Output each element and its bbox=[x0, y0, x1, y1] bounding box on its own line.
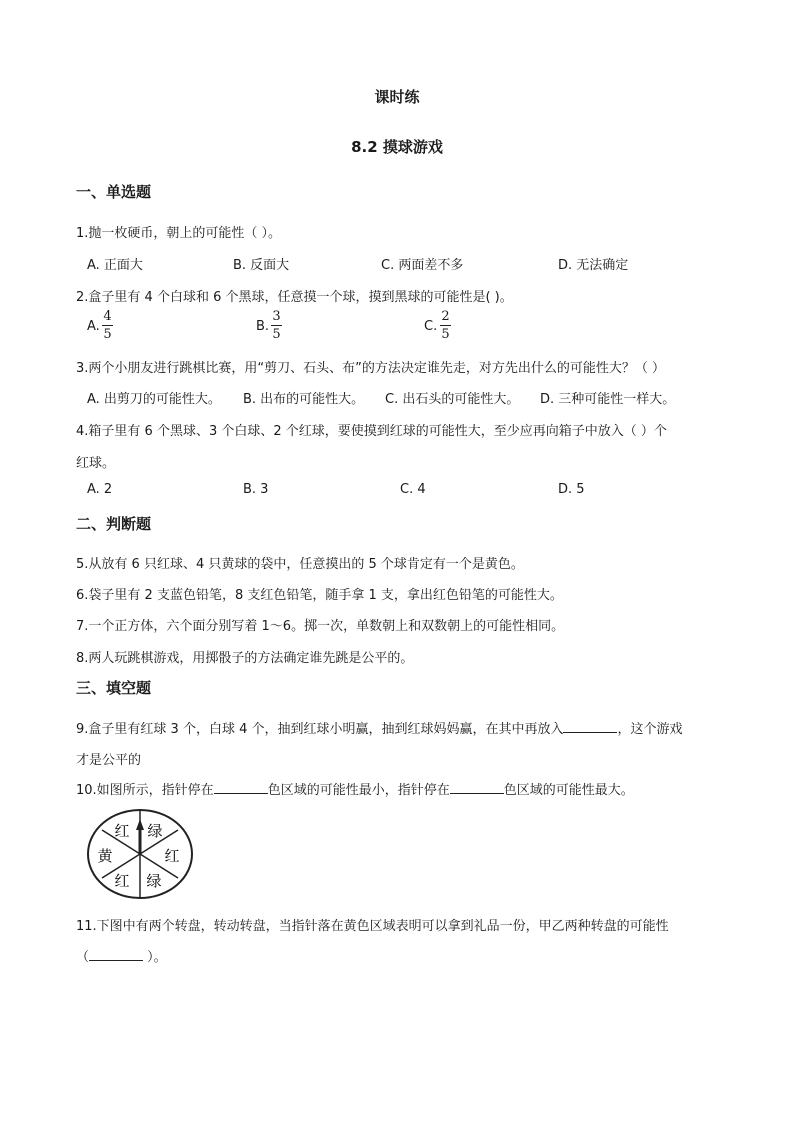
question-11-line-2 bbox=[76, 946, 167, 965]
fraction-bar bbox=[271, 325, 282, 326]
q10-text-part-1: 10.如图所示，指针停在 bbox=[76, 783, 214, 798]
q9-text-part-2: ，这个游戏 bbox=[617, 722, 683, 737]
q10-text-part-3: 色区域的可能性最大。 bbox=[503, 783, 634, 798]
question-8: 8.两人玩跳棋游戏，用掷骰子的方法确定谁先跳是公平的。 bbox=[76, 651, 414, 666]
question-4-line-1: 4.箱子里有 6 个黑球、3 个白球、2 个红球，要使摸到红球的可能性大，至少应再向箱子中放入（ ）个 bbox=[76, 424, 667, 439]
section-heading-single-choice: 一、单选题 bbox=[76, 183, 152, 201]
fraction-denominator: 5 bbox=[272, 327, 281, 342]
fraction-numerator: 3 bbox=[272, 309, 281, 324]
section-heading-true-false: 二、判断题 bbox=[76, 515, 152, 533]
q3-option-a[interactable]: A. 出剪刀的可能性大。 bbox=[87, 392, 221, 407]
q9-answer-blank[interactable] bbox=[563, 720, 617, 733]
wheel-label: 红 bbox=[164, 847, 180, 865]
question-3: 3.两个小朋友进行跳棋比赛，用“剪刀、石头、布”的方法决定谁先走，对方先出什么的可能性大？（ ） bbox=[76, 361, 666, 376]
question-7: 7.一个正方体，六个面分别写着 1～6。掷一次，单数朝上和双数朝上的可能性相同。 bbox=[76, 619, 565, 634]
q3-option-d[interactable]: D. 三种可能性一样大。 bbox=[540, 392, 676, 407]
q1-option-b[interactable]: B. 反面大 bbox=[233, 258, 290, 273]
q2-option-b-fraction bbox=[271, 309, 282, 342]
spinner-wheel bbox=[84, 806, 196, 902]
wheel-label: 黄 bbox=[97, 847, 113, 865]
section-heading-fill-in: 三、填空题 bbox=[76, 679, 152, 697]
q2-option-b-label[interactable]: B. bbox=[256, 319, 270, 334]
question-4-line-2: 红球。 bbox=[76, 456, 116, 471]
question-2: 2.盒子里有 4 个白球和 6 个黑球，任意摸一个球，摸到黑球的可能性是( )。 bbox=[76, 290, 513, 305]
wheel-label: 绿 bbox=[146, 872, 162, 890]
q1-option-c[interactable]: C. 两面差不多 bbox=[381, 258, 464, 273]
q11-close-paren: ）。 bbox=[143, 950, 167, 965]
q10-text-part-2: 色区域的可能性最小，指针停在 bbox=[267, 783, 450, 798]
q3-option-c[interactable]: C. 出石头的可能性大。 bbox=[385, 392, 520, 407]
page-subtitle: 8.2 摸球游戏 bbox=[351, 138, 443, 156]
question-9-line-2: 才是公平的 bbox=[76, 753, 142, 768]
q2-option-a-fraction bbox=[102, 309, 113, 342]
question-1: 1.抛一枚硬币，朝上的可能性（ ）。 bbox=[76, 226, 282, 241]
fraction-numerator: 4 bbox=[103, 309, 112, 324]
fraction-bar bbox=[440, 325, 451, 326]
q2-option-c-fraction bbox=[440, 309, 451, 342]
question-10 bbox=[76, 779, 634, 798]
wheel-label: 绿 bbox=[147, 822, 163, 840]
question-11-line-1: 11.下图中有两个转盘，转动转盘，当指针落在黄色区域表明可以拿到礼品一份，甲乙两种转盘的可能性 bbox=[76, 919, 669, 934]
q2-option-c-label[interactable]: C. bbox=[424, 319, 438, 334]
q9-text-part-1: 9.盒子里有红球 3 个，白球 4 个，抽到红球小明赢，抽到红球妈妈赢，在其中再放入 bbox=[76, 722, 564, 737]
q1-option-d[interactable]: D. 无法确定 bbox=[558, 258, 629, 273]
wheel-label: 红 bbox=[114, 822, 130, 840]
fraction-numerator: 2 bbox=[441, 309, 450, 324]
q11-open-paren: （ bbox=[76, 950, 90, 965]
q1-option-a[interactable]: A. 正面大 bbox=[87, 258, 143, 273]
q3-option-b[interactable]: B. 出布的可能性大。 bbox=[243, 392, 365, 407]
q10-answer-blank-2[interactable] bbox=[450, 781, 504, 794]
question-5: 5.从放有 6 只红球、4 只黄球的袋中，任意摸出的 5 个球肯定有一个是黄色。 bbox=[76, 557, 524, 572]
question-6: 6.袋子里有 2 支蓝色铅笔，8 支红色铅笔，随手拿 1 支，拿出红色铅笔的可能性大。 bbox=[76, 588, 563, 603]
q10-answer-blank-1[interactable] bbox=[214, 781, 268, 794]
q4-option-c[interactable]: C. 4 bbox=[400, 482, 426, 497]
fraction-bar bbox=[102, 325, 113, 326]
wheel-label: 红 bbox=[114, 872, 130, 890]
page-title: 课时练 bbox=[374, 88, 420, 106]
fraction-denominator: 5 bbox=[441, 327, 450, 342]
question-9-line-1 bbox=[76, 718, 683, 737]
q2-option-a-label[interactable]: A. bbox=[87, 319, 100, 334]
fraction-denominator: 5 bbox=[103, 327, 112, 342]
q4-option-a[interactable]: A. 2 bbox=[87, 482, 113, 497]
q11-answer-blank[interactable] bbox=[89, 948, 143, 961]
q4-option-d[interactable]: D. 5 bbox=[558, 482, 585, 497]
q4-option-b[interactable]: B. 3 bbox=[243, 482, 269, 497]
